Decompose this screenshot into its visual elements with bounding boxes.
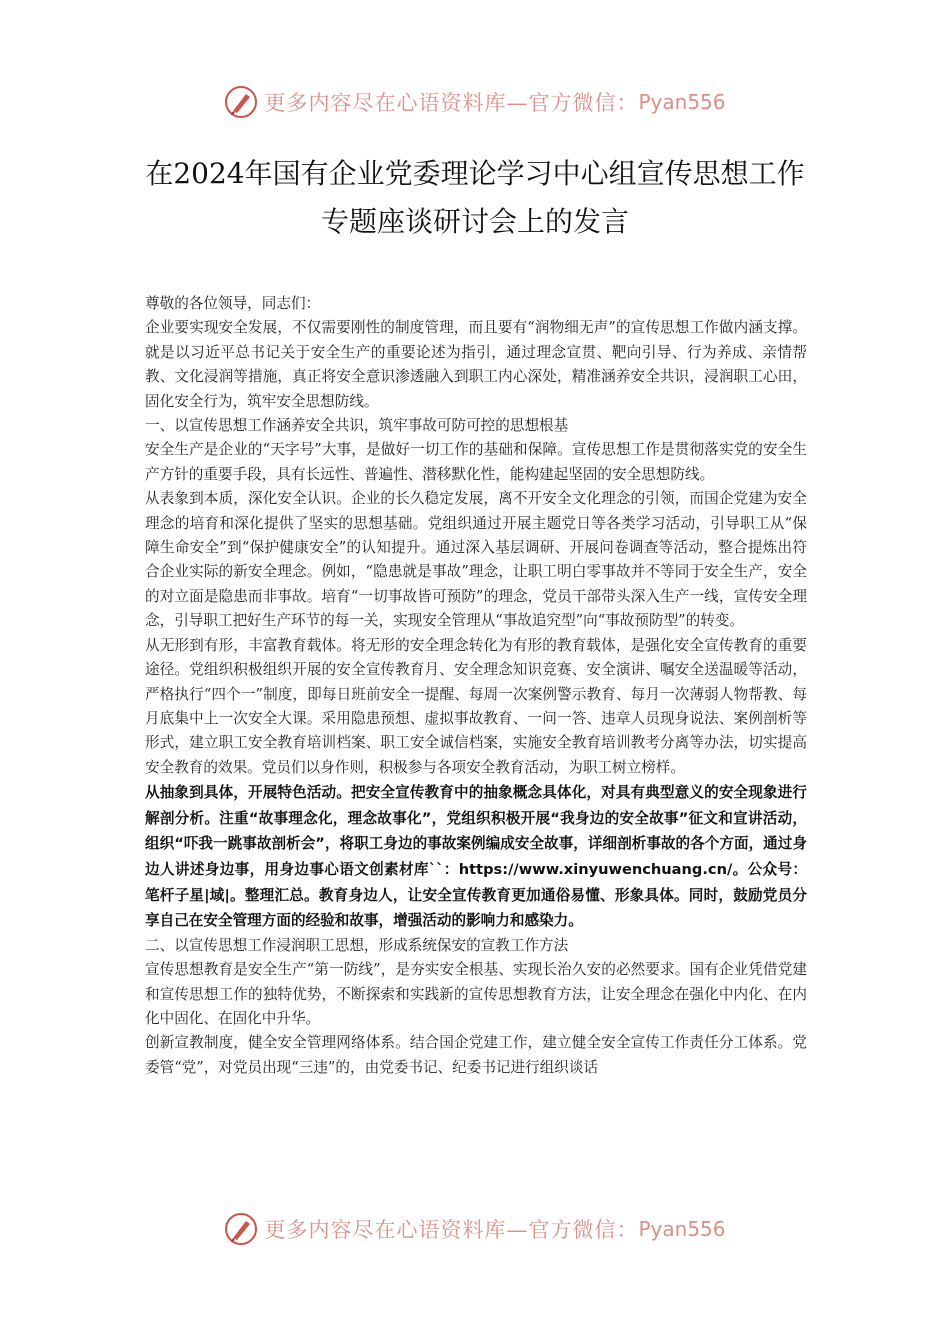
footer-watermark-banner <box>0 1209 950 1249</box>
paragraph: 安全生产是企业的“天字号”大事，是做好一切工作的基础和保障。宣传思想工作是贯彻落实党的安全生产方针的重要手段，具有长远性、普遍性、潜移默化性，能构建起坚固的安全思想防线。 <box>145 441 807 483</box>
paragraph-bold: 从抽象到具体，开展特色活动。把安全宣传教育中的抽象概念具体化，对具有典型意义的安全现象进行解剖分析。注重“故事理念化，理念故事化”，党组织积极开展“我身边的安全故事”征文和宣讲活动，组织“吓我一跳事故剖析会”，将职工身边的事故案例编成安全故事，详细剖析事故的各个方面，通过身边人讲述身边事，用身边事心语文创素材库``：https://www.xinyuwenchuang.cn/。公众号：笔杆子星|域|。整理汇总。教育身边人，让安全宣传教育更加通俗易懂、形象具体。同时，鼓励党员分享自己在安全管理方面的经验和故事，增强活动的影响力和感染力。 <box>145 784 807 930</box>
paragraph: 企业要实现安全发展，不仅需要刚性的制度管理，而且要有“润物细无声”的宣传思想工作做内涵支撑。就是以习近平总书记关于安全生产的重要论述为指引，通过理念宣贯、靶向引导、行为养成、亲情帮教、文化浸润等措施，真正将安全意识渗透融入到职工内心深处，精准涵养安全共识，浸润职工心田，固化安全行为，筑牢安全思想防线。 <box>145 319 807 410</box>
section-heading: 一、以宣传思想工作涵养安全共识，筑牢事故可防可控的思想根基 <box>145 417 569 435</box>
paragraph: 从表象到本质，深化安全认识。企业的长久稳定发展，离不开安全文化理念的引领，而国企党建为安全理念的培育和深化提供了坚实的思想基础。党组织通过开展主题党日等各类学习活动，引导职工从“保障生命安全”到“保护健康安全”的认知提升。通过深入基层调研、开展问卷调查等活动，整合提炼出符合企业实际的新安全理念。例如，“隐患就是事故”理念，让职工明白零事故并不等同于安全生产，安全的对立面是隐患而非事故。培育“一切事故皆可预防”的理念，党员干部带头深入生产一线，宣传安全理念，引导职工把好生产环节的每一关，实现安全管理从“事故追究型”向“事故预防型”的转变。 <box>145 490 807 630</box>
watermark-wechat-id: Pyan556 <box>638 1217 726 1241</box>
page-title: 在2024年国有企业党委理论学习中心组宣传思想工作专题座谈研讨会上的发言 <box>145 157 805 238</box>
salutation: 尊敬的各位领导，同志们： <box>145 295 321 312</box>
watermark-text: 更多内容尽在心语资料库—官方微信： <box>264 1218 639 1242</box>
paragraph: 宣传思想教育是安全生产“第一防线”，是夯实安全根基、实现长治久安的必然要求。国有企业凭借党建和宣传思想工作的独特优势，不断探索和实践新的宣传思想教育方法，让安全理念在强化中内化、在内化中固化、在固化中升华。 <box>145 961 807 1027</box>
paragraph: 从无形到有形，丰富教育载体。将无形的安全理念转化为有形的教育载体，是强化安全宣传教育的重要途径。党组织积极组织开展的安全宣传教育月、安全理念知识竞赛、安全演讲、嘱安全送温暖等活动，严格执行“四个一”制度，即每日班前安全一提醒、每周一次案例警示教育、每月一次薄弱人物帮教、每月底集中上一次安全大课。采用隐患预想、虚拟事故教育、一问一答、违章人员现身说法、案例剖析等形式，建立职工安全教育培训档案、职工安全诚信档案，实施安全教育培训教考分离等办法，切实提高安全教育的效果。党员们以身作则，积极参与各项安全教育活动，为职工树立榜样。 <box>145 636 807 776</box>
document-body <box>145 292 807 1080</box>
pen-logo-icon <box>224 1212 258 1246</box>
section-heading: 二、以宣传思想工作浸润职工思想，形成系统保安的宣教工作方法 <box>145 936 569 954</box>
pen-logo-icon <box>224 85 258 119</box>
watermark-wechat-id: Pyan556 <box>638 90 726 114</box>
paragraph: 创新宣教制度，健全安全管理网络体系。结合国企党建工作，建立健全安全宣传工作责任分工体系。党委管“党”，对党员出现“三违”的，由党委书记、纪委书记进行组织谈话 <box>145 1034 807 1076</box>
header-watermark-banner <box>0 82 950 122</box>
watermark-text: 更多内容尽在心语资料库—官方微信： <box>264 91 639 115</box>
